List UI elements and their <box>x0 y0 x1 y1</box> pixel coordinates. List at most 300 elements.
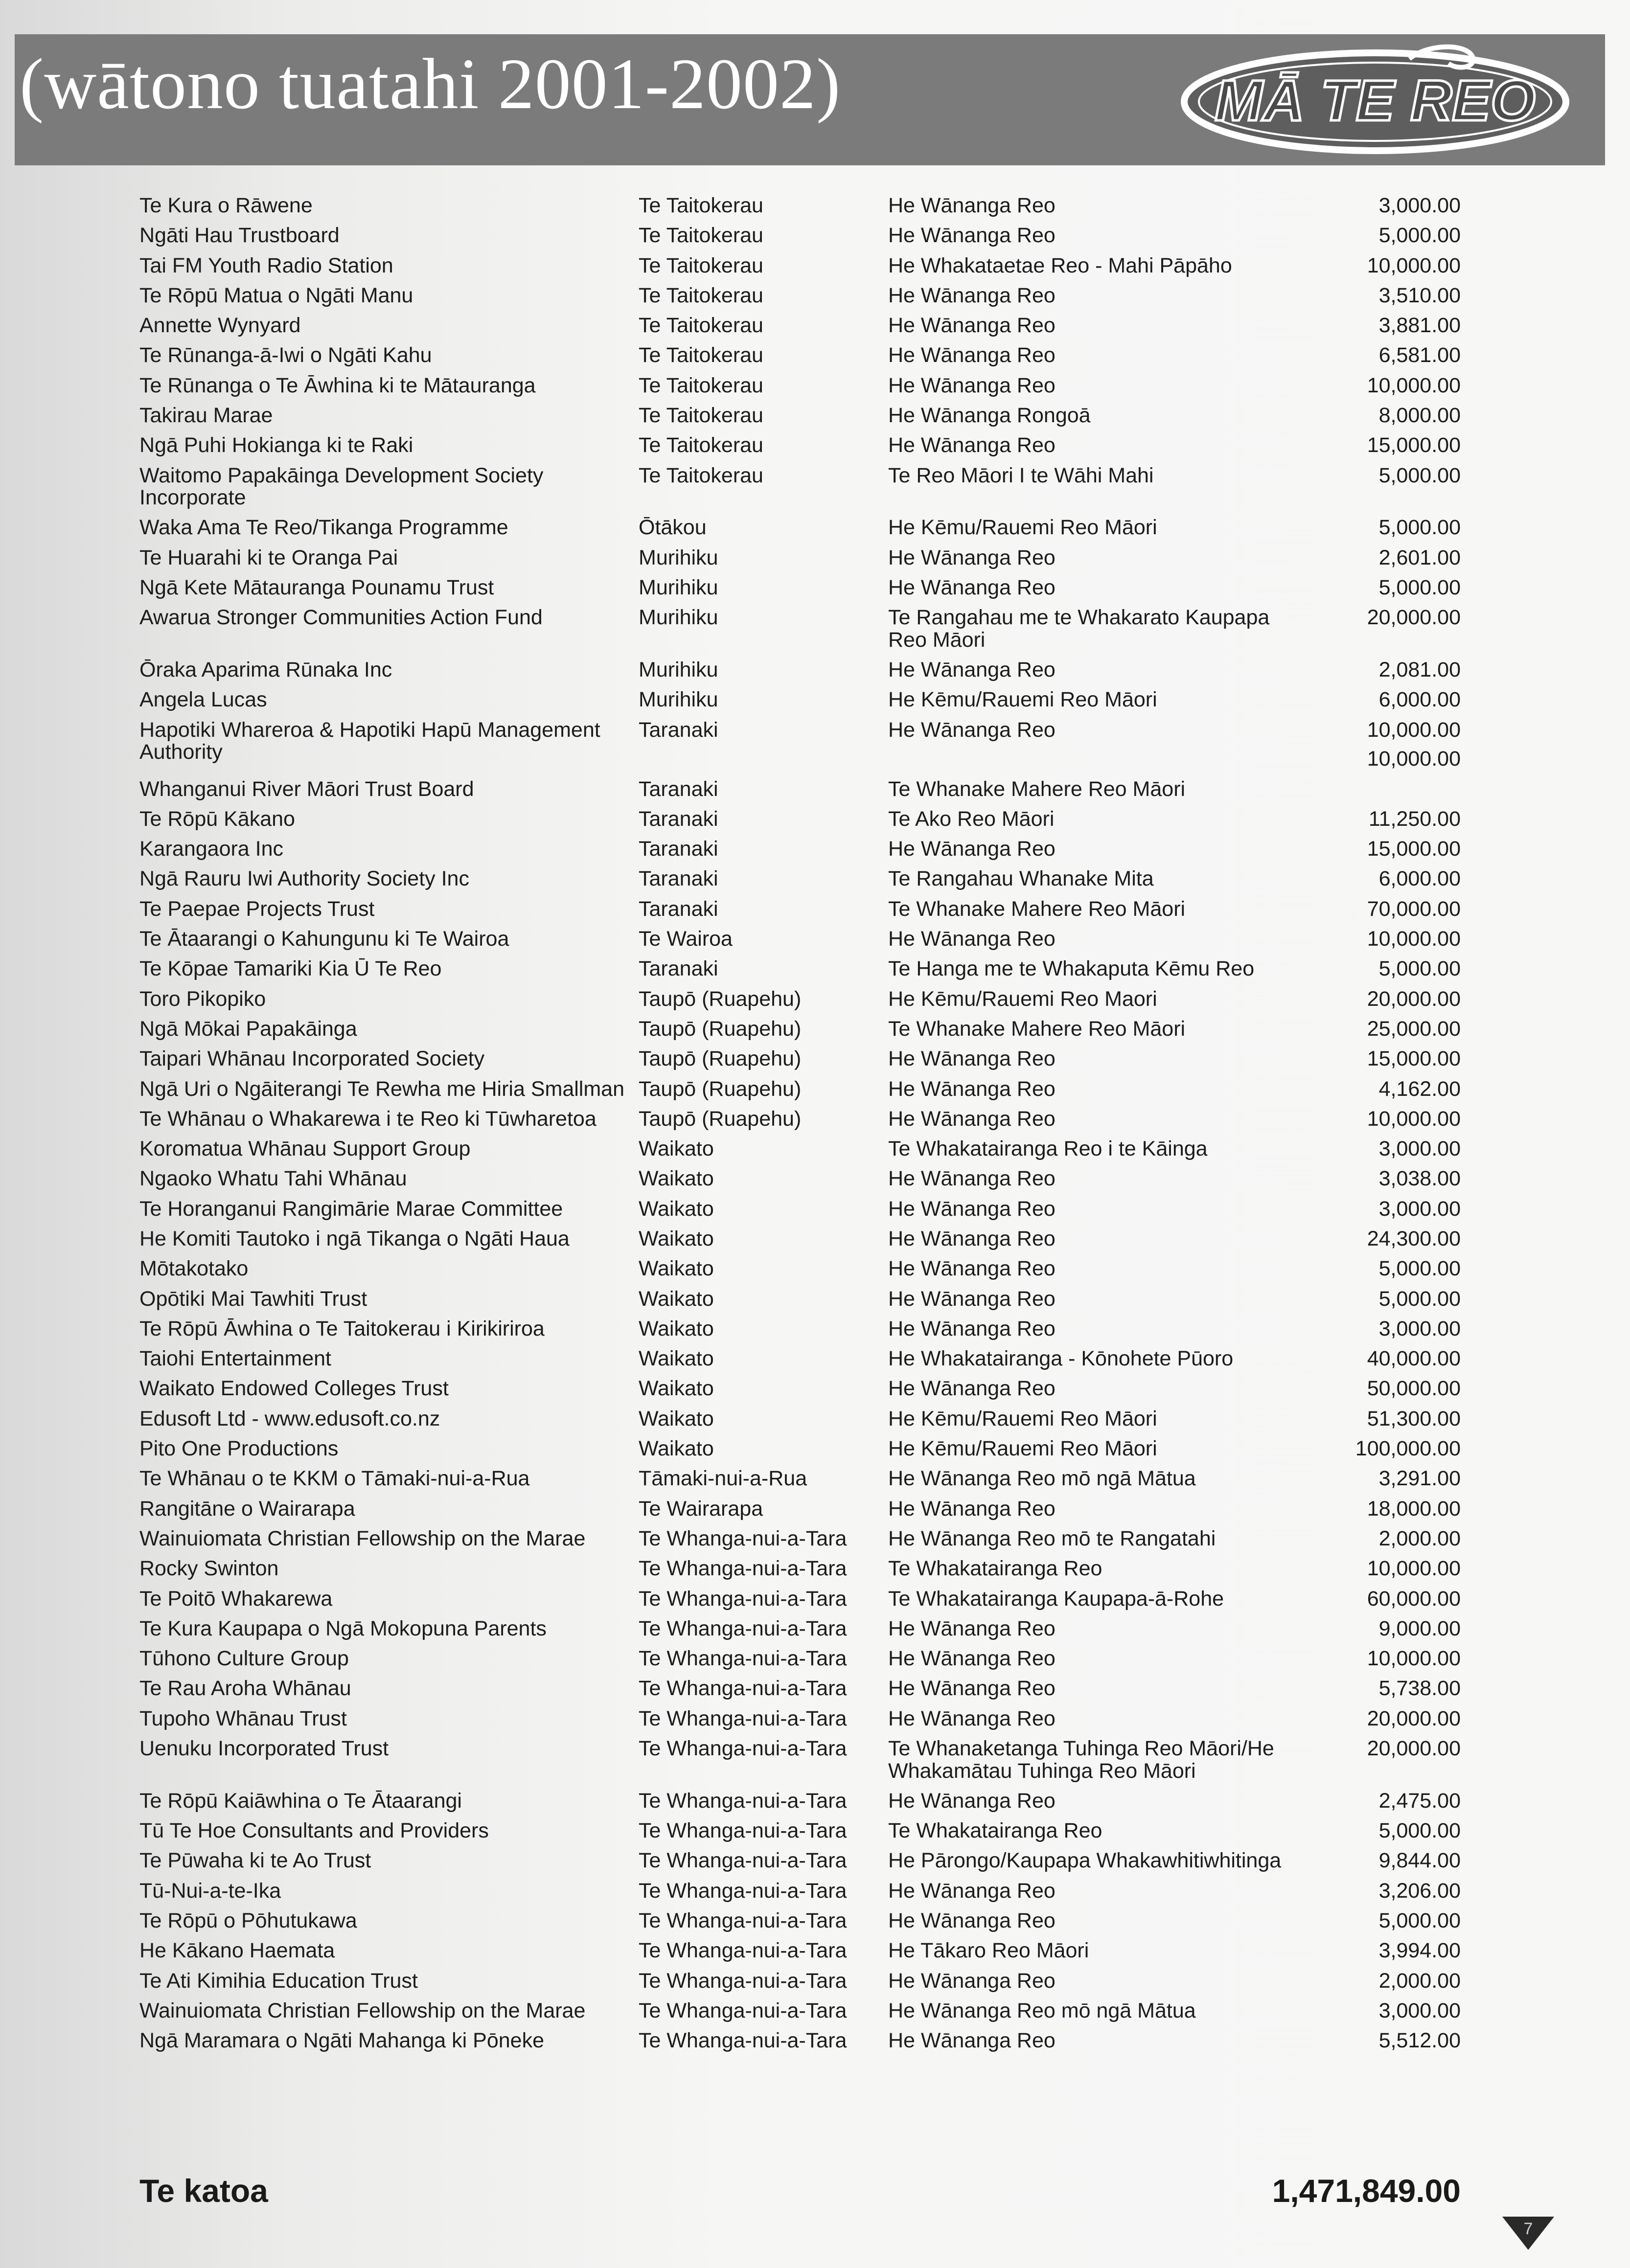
amount-cell-text: 18,000.00 <box>1367 1497 1461 1520</box>
amount-cell <box>1294 1288 1461 1318</box>
recipient-cell-text: Opōtiki Mai Tawhiti Trust <box>139 1287 367 1311</box>
table-row <box>139 1108 1461 1138</box>
table-row <box>139 1678 1461 1707</box>
recipient-cell <box>139 778 639 808</box>
amount-cell-text-secondary: 10,000.00 <box>1367 747 1461 771</box>
program-cell <box>888 1708 1294 1738</box>
recipient-cell <box>139 1820 639 1850</box>
amount-cell <box>1294 1648 1461 1678</box>
region-cell <box>639 1138 888 1168</box>
recipient-cell-text: Te Rau Aroha Whānau <box>139 1677 351 1701</box>
recipient-cell-text: Te Huarahi ki te Oranga Pai <box>139 545 398 569</box>
recipient-cell-text: Te Whānau o Whakarewa i te Reo ki Tūwharetoa <box>139 1107 597 1131</box>
page-title: (wātono tuatahi 2001-2002) <box>20 44 841 124</box>
region-cell-text: Waikato <box>639 1197 714 1221</box>
program-cell <box>888 1588 1294 1618</box>
program-cell-text: He Wānanga Reo <box>888 433 1056 457</box>
total-label: Te katoa <box>139 2173 268 2209</box>
amount-cell <box>1294 808 1461 838</box>
program-cell-text: He Wānanga Reo <box>888 1616 1056 1640</box>
amount-cell <box>1294 344 1461 374</box>
amount-cell-text: 11,250.00 <box>1368 807 1461 831</box>
recipient-cell-text: Rocky Swinton <box>139 1557 279 1581</box>
region-cell-text: Te Wairoa <box>639 927 733 951</box>
recipient-cell <box>139 898 639 928</box>
region-cell <box>639 868 888 898</box>
region-cell-text: Te Whanga-nui-a-Tara <box>639 1647 847 1671</box>
region-cell <box>639 1558 888 1588</box>
region-cell <box>639 1018 888 1048</box>
program-cell <box>888 315 1294 344</box>
table-row <box>139 958 1461 988</box>
region-cell <box>639 988 888 1018</box>
amount-cell <box>1294 1198 1461 1228</box>
region-cell-text: Te Whanga-nui-a-Tara <box>639 1526 847 1550</box>
program-cell <box>888 1138 1294 1168</box>
program-cell <box>888 1048 1294 1078</box>
program-cell-text: Te Whakatairanga Kaupapa-ā-Rohe <box>888 1587 1224 1610</box>
program-cell <box>888 1108 1294 1138</box>
recipient-cell <box>139 838 639 868</box>
recipient-cell-text: Takirau Marae <box>139 404 273 428</box>
table-row <box>139 928 1461 958</box>
program-cell-text: He Wānanga Reo <box>888 1077 1056 1101</box>
recipient-cell-text: Waitomo Papakāinga Development Society Incorporate <box>139 463 544 510</box>
region-cell-text: Waikato <box>639 1437 714 1461</box>
region-cell-text: Te Whanga-nui-a-Tara <box>639 1879 847 1903</box>
recipient-cell <box>139 434 639 464</box>
region-cell <box>639 1708 888 1738</box>
total-value: 1,471,849.00 <box>1272 2173 1461 2209</box>
program-cell-text: He Whakataetae Reo - Mahi Pāpāho <box>888 253 1232 277</box>
amount-cell <box>1294 1018 1461 1048</box>
recipient-cell <box>139 1970 639 2000</box>
region-cell <box>639 1618 888 1648</box>
amount-cell-text: 15,000.00 <box>1367 433 1461 457</box>
recipient-cell <box>139 517 639 546</box>
table-row <box>139 1018 1461 1048</box>
region-cell <box>639 1528 888 1558</box>
amount-cell <box>1294 838 1461 868</box>
table-row <box>139 547 1461 577</box>
amount-cell <box>1294 607 1461 659</box>
program-cell-text: He Wānanga Reo <box>888 1879 1056 1903</box>
region-cell-text: Taranaki <box>639 897 718 921</box>
program-cell <box>888 1528 1294 1558</box>
recipient-cell-text: Taipari Whānau Incorporated Society <box>139 1047 485 1071</box>
recipient-cell-text: Taiohi Entertainment <box>139 1347 331 1371</box>
amount-cell-text: 15,000.00 <box>1367 837 1461 861</box>
recipient-cell <box>139 1288 639 1318</box>
program-cell-text: He Wānanga Reo <box>888 1909 1056 1933</box>
recipient-cell <box>139 1018 639 1048</box>
amount-cell <box>1294 1468 1461 1497</box>
region-cell-text: Waikato <box>639 1287 714 1311</box>
recipient-cell <box>139 1078 639 1108</box>
region-cell <box>639 285 888 315</box>
program-cell-text: He Wānanga Reo <box>888 343 1056 367</box>
program-cell-text: He Wānanga Reo <box>888 314 1056 338</box>
program-cell-text: He Wānanga Reo <box>888 1706 1056 1730</box>
region-cell <box>639 689 888 719</box>
amount-cell-text: 5,000.00 <box>1378 516 1461 540</box>
amount-cell <box>1294 1588 1461 1618</box>
program-cell <box>888 1228 1294 1258</box>
region-cell <box>639 1468 888 1497</box>
amount-cell <box>1294 1378 1461 1407</box>
region-cell-text: Waikato <box>639 1227 714 1250</box>
program-cell-text: He Kēmu/Rauemi Reo Māori <box>888 516 1157 540</box>
program-cell <box>888 778 1294 808</box>
program-cell-text: Te Hanga me te Whakaputa Kēmu Reo <box>888 957 1255 981</box>
recipient-cell <box>139 1048 639 1078</box>
amount-cell <box>1294 1498 1461 1528</box>
recipient-cell-text: Uenuku Incorporated Trust <box>139 1737 389 1761</box>
recipient-cell <box>139 808 639 838</box>
recipient-cell <box>139 2030 639 2060</box>
program-cell-text: He Wānanga Reo <box>888 927 1056 951</box>
region-cell-text: Taranaki <box>639 867 718 891</box>
amount-cell <box>1294 375 1461 405</box>
recipient-cell <box>139 315 639 344</box>
recipient-cell <box>139 1588 639 1618</box>
recipient-cell <box>139 225 639 254</box>
region-cell <box>639 1258 888 1288</box>
program-cell-text: He Wānanga Reo <box>888 718 1056 742</box>
table-row <box>139 1288 1461 1318</box>
recipient-cell-text: Wainuiomata Christian Fellowship on the Marae <box>139 1526 586 1550</box>
region-cell <box>639 195 888 225</box>
program-cell-text: He Wānanga Reo <box>888 283 1056 307</box>
amount-cell <box>1294 2000 1461 2030</box>
table-row <box>139 1820 1461 1850</box>
program-cell <box>888 1168 1294 1198</box>
table-row <box>139 1378 1461 1407</box>
region-cell-text: Te Taitokerau <box>639 433 763 457</box>
recipient-cell-text: Waka Ama Te Reo/Tikanga Programme <box>139 516 508 540</box>
region-cell-text: Ōtākou <box>639 516 707 540</box>
region-cell-text: Te Whanga-nui-a-Tara <box>639 1939 847 1963</box>
amount-cell <box>1294 1528 1461 1558</box>
amount-cell-text: 40,000.00 <box>1367 1347 1461 1371</box>
program-cell-text: He Kēmu/Rauemi Reo Māori <box>888 1437 1157 1461</box>
region-cell <box>639 659 888 689</box>
amount-cell-text: 6,000.00 <box>1378 688 1461 712</box>
recipient-cell-text: Te Poitō Whakarewa <box>139 1587 333 1610</box>
table-row <box>139 1588 1461 1618</box>
recipient-cell-text: Tū-Nui-a-te-Ika <box>139 1879 281 1903</box>
table-row <box>139 255 1461 285</box>
table-row <box>139 285 1461 315</box>
table-row <box>139 1438 1461 1468</box>
grants-table <box>139 195 1461 2060</box>
recipient-cell-text: Hapotiki Whareroa & Hapotiki Hapū Management Authority <box>139 718 600 764</box>
table-row <box>139 465 1461 517</box>
amount-cell <box>1294 1168 1461 1198</box>
amount-cell-text: 10,000.00 <box>1367 373 1461 397</box>
amount-cell-text: 5,000.00 <box>1378 1287 1461 1311</box>
region-cell <box>639 1348 888 1378</box>
region-cell <box>639 1378 888 1407</box>
program-cell-text: He Wānanga Reo <box>888 1677 1056 1701</box>
recipient-cell-text: Te Rōpū Kaiāwhina o Te Ātaarangi <box>139 1789 462 1813</box>
amount-cell-text: 5,000.00 <box>1378 1819 1461 1843</box>
recipient-cell <box>139 1468 639 1497</box>
amount-cell-text: 20,000.00 <box>1367 606 1461 630</box>
program-cell <box>888 547 1294 577</box>
program-cell-text: He Kēmu/Rauemi Reo Māori <box>888 1406 1157 1430</box>
recipient-cell <box>139 1910 639 1940</box>
region-cell <box>639 1820 888 1850</box>
region-cell-text: Te Taitokerau <box>639 463 763 487</box>
amount-cell-text: 20,000.00 <box>1367 1737 1461 1761</box>
region-cell-text: Te Taitokerau <box>639 253 763 277</box>
amount-cell <box>1294 868 1461 898</box>
program-cell-text: He Wānanga Reo <box>888 1969 1056 1993</box>
program-cell-text: He Wānanga Reo <box>888 1789 1056 1813</box>
region-cell <box>639 344 888 374</box>
region-cell-text: Waikato <box>639 1167 714 1191</box>
region-cell-text: Te Whanga-nui-a-Tara <box>639 1616 847 1640</box>
amount-cell-text: 24,300.00 <box>1367 1227 1461 1250</box>
region-cell-text: Te Taitokerau <box>639 343 763 367</box>
recipient-cell-text: Tai FM Youth Radio Station <box>139 253 393 277</box>
recipient-cell-text: Tūhono Culture Group <box>139 1647 349 1671</box>
amount-cell-text: 25,000.00 <box>1367 1017 1461 1041</box>
amount-cell <box>1294 1558 1461 1588</box>
table-row <box>139 1648 1461 1678</box>
amount-cell <box>1294 1078 1461 1108</box>
program-cell <box>888 225 1294 254</box>
recipient-cell <box>139 1198 639 1228</box>
table-row <box>139 1228 1461 1258</box>
region-cell <box>639 1940 888 1970</box>
program-cell <box>888 1970 1294 2000</box>
table-row <box>139 1048 1461 1078</box>
program-cell-text: He Wānanga Reo <box>888 1316 1056 1340</box>
program-cell-text: He Wānanga Reo <box>888 2029 1056 2053</box>
recipient-cell <box>139 607 639 659</box>
amount-cell-text: 3,038.00 <box>1378 1167 1461 1191</box>
amount-cell-text: 5,000.00 <box>1378 463 1461 487</box>
amount-cell-text: 2,000.00 <box>1378 1526 1461 1550</box>
recipient-cell-text: Te Kōpae Tamariki Kia Ū Te Reo <box>139 957 442 981</box>
amount-cell-text: 9,844.00 <box>1378 1849 1461 1873</box>
region-cell-text: Taupō (Ruapehu) <box>639 1017 802 1041</box>
recipient-cell-text: He Kākano Haemata <box>139 1939 335 1963</box>
program-cell-text: He Wānanga Rongoā <box>888 404 1091 428</box>
recipient-cell <box>139 1498 639 1528</box>
region-cell <box>639 719 888 778</box>
recipient-cell <box>139 1618 639 1648</box>
recipient-cell <box>139 928 639 958</box>
recipient-cell-text: Angela Lucas <box>139 688 267 712</box>
recipient-cell-text: Ngā Mōkai Papakāinga <box>139 1017 357 1041</box>
recipient-cell-text: Ngaoko Whatu Tahi Whānau <box>139 1167 407 1191</box>
region-cell <box>639 577 888 607</box>
recipient-cell <box>139 988 639 1018</box>
amount-cell <box>1294 225 1461 254</box>
program-cell <box>888 195 1294 225</box>
table-row <box>139 1940 1461 1970</box>
amount-cell-text: 3,291.00 <box>1378 1467 1461 1491</box>
amount-cell <box>1294 255 1461 285</box>
amount-cell-text: 2,081.00 <box>1378 658 1461 682</box>
amount-cell <box>1294 778 1461 808</box>
region-cell <box>639 1880 888 1910</box>
region-cell <box>639 1198 888 1228</box>
region-cell-text: Te Whanga-nui-a-Tara <box>639 1998 847 2022</box>
program-cell <box>888 1198 1294 1228</box>
amount-cell-text: 10,000.00 <box>1367 718 1461 742</box>
amount-cell-text: 10,000.00 <box>1367 1557 1461 1581</box>
table-row <box>139 1850 1461 1880</box>
table-row <box>139 1408 1461 1438</box>
region-cell-text: Taranaki <box>639 957 718 981</box>
amount-cell <box>1294 517 1461 546</box>
amount-cell <box>1294 315 1461 344</box>
program-cell <box>888 719 1294 778</box>
program-cell-text: He Wānanga Reo <box>888 1287 1056 1311</box>
region-cell-text: Te Taitokerau <box>639 194 763 217</box>
amount-cell-text: 20,000.00 <box>1367 1706 1461 1730</box>
region-cell <box>639 434 888 464</box>
recipient-cell-text: Mōtakotako <box>139 1257 249 1281</box>
region-cell-text: Taranaki <box>639 837 718 861</box>
program-cell-text: Te Whanake Mahere Reo Māori <box>888 1017 1186 1041</box>
amount-cell-text: 70,000.00 <box>1367 897 1461 921</box>
region-cell-text: Waikato <box>639 1377 714 1401</box>
table-row <box>139 1318 1461 1348</box>
table-row <box>139 2000 1461 2030</box>
table-row <box>139 434 1461 464</box>
amount-cell <box>1294 1970 1461 2000</box>
region-cell-text: Te Whanga-nui-a-Tara <box>639 1706 847 1730</box>
program-cell <box>888 465 1294 517</box>
recipient-cell <box>139 659 639 689</box>
program-cell <box>888 1850 1294 1880</box>
table-row <box>139 988 1461 1018</box>
amount-cell <box>1294 1790 1461 1820</box>
region-cell-text: Murihiku <box>639 545 718 569</box>
region-cell <box>639 838 888 868</box>
program-cell <box>888 1408 1294 1438</box>
recipient-cell-text: Karangaora Inc <box>139 837 284 861</box>
region-cell-text: Te Taitokerau <box>639 314 763 338</box>
recipient-cell <box>139 1648 639 1678</box>
region-cell-text: Murihiku <box>639 606 718 630</box>
recipient-cell <box>139 1258 639 1288</box>
recipient-cell <box>139 1168 639 1198</box>
table-row <box>139 1348 1461 1378</box>
amount-cell-text: 8,000.00 <box>1378 404 1461 428</box>
program-cell-text: Te Whakatairanga Reo i te Kāinga <box>888 1137 1208 1161</box>
program-cell <box>888 1678 1294 1707</box>
amount-cell <box>1294 1820 1461 1850</box>
grants-table-body <box>139 195 1461 2060</box>
amount-cell-text: 3,510.00 <box>1378 283 1461 307</box>
amount-cell-text: 3,000.00 <box>1378 194 1461 217</box>
region-cell <box>639 315 888 344</box>
program-cell-text: He Wānanga Reo <box>888 1107 1056 1131</box>
amount-cell <box>1294 1318 1461 1348</box>
amount-cell-text: 5,738.00 <box>1378 1677 1461 1701</box>
table-row <box>139 225 1461 254</box>
program-cell <box>888 1258 1294 1288</box>
region-cell <box>639 465 888 517</box>
region-cell-text: Te Whanga-nui-a-Tara <box>639 1737 847 1761</box>
table-row <box>139 607 1461 659</box>
program-cell-text: He Wānanga Reo <box>888 837 1056 861</box>
amount-cell <box>1294 689 1461 719</box>
program-cell-text: He Wānanga Reo <box>888 1257 1056 1281</box>
program-cell <box>888 868 1294 898</box>
region-cell <box>639 928 888 958</box>
amount-cell-text: 2,601.00 <box>1378 545 1461 569</box>
recipient-cell <box>139 1138 639 1168</box>
region-cell <box>639 1168 888 1198</box>
region-cell <box>639 375 888 405</box>
program-cell <box>888 577 1294 607</box>
region-cell-text: Te Taitokerau <box>639 283 763 307</box>
region-cell <box>639 517 888 546</box>
table-row <box>139 2030 1461 2060</box>
program-cell <box>888 2030 1294 2060</box>
region-cell-text: Tāmaki-nui-a-Rua <box>639 1467 807 1491</box>
region-cell-text: Te Whanga-nui-a-Tara <box>639 1789 847 1813</box>
program-cell <box>888 1790 1294 1820</box>
table-row <box>139 1910 1461 1940</box>
table-row <box>139 1258 1461 1288</box>
region-cell-text: Te Whanga-nui-a-Tara <box>639 1909 847 1933</box>
amount-cell-text: 51,300.00 <box>1367 1406 1461 1430</box>
amount-cell <box>1294 547 1461 577</box>
region-cell-text: Murihiku <box>639 576 718 600</box>
recipient-cell <box>139 255 639 285</box>
amount-cell-text: 5,000.00 <box>1378 576 1461 600</box>
amount-cell-text: 3,994.00 <box>1378 1939 1461 1963</box>
recipient-cell-text: Te Horanganui Rangimārie Marae Committee <box>139 1197 563 1221</box>
recipient-cell <box>139 719 639 778</box>
amount-cell <box>1294 285 1461 315</box>
program-cell <box>888 1318 1294 1348</box>
table-row <box>139 1558 1461 1588</box>
program-cell <box>888 1820 1294 1850</box>
recipient-cell-text: Wainuiomata Christian Fellowship on the Marae <box>139 1998 586 2022</box>
table-row <box>139 315 1461 344</box>
region-cell <box>639 607 888 659</box>
region-cell <box>639 1738 888 1790</box>
recipient-cell-text: Ngā Kete Mātauranga Pounamu Trust <box>139 576 494 600</box>
program-cell <box>888 659 1294 689</box>
program-cell-text: Te Whanake Mahere Reo Māori <box>888 777 1186 801</box>
region-cell-text: Te Whanga-nui-a-Tara <box>639 1587 847 1610</box>
amount-cell <box>1294 1678 1461 1707</box>
table-row <box>139 1168 1461 1198</box>
program-cell <box>888 1348 1294 1378</box>
amount-cell-text: 3,000.00 <box>1378 1998 1461 2022</box>
amount-cell-text: 2,475.00 <box>1378 1789 1461 1813</box>
amount-cell-text: 10,000.00 <box>1367 1107 1461 1131</box>
recipient-cell-text: Whanganui River Māori Trust Board <box>139 777 474 801</box>
recipient-cell <box>139 577 639 607</box>
table-row <box>139 719 1461 778</box>
amount-cell-text: 50,000.00 <box>1367 1377 1461 1401</box>
program-cell <box>888 405 1294 434</box>
recipient-cell <box>139 2000 639 2030</box>
region-cell <box>639 1678 888 1707</box>
recipient-cell-text: Tupoho Whānau Trust <box>139 1706 347 1730</box>
